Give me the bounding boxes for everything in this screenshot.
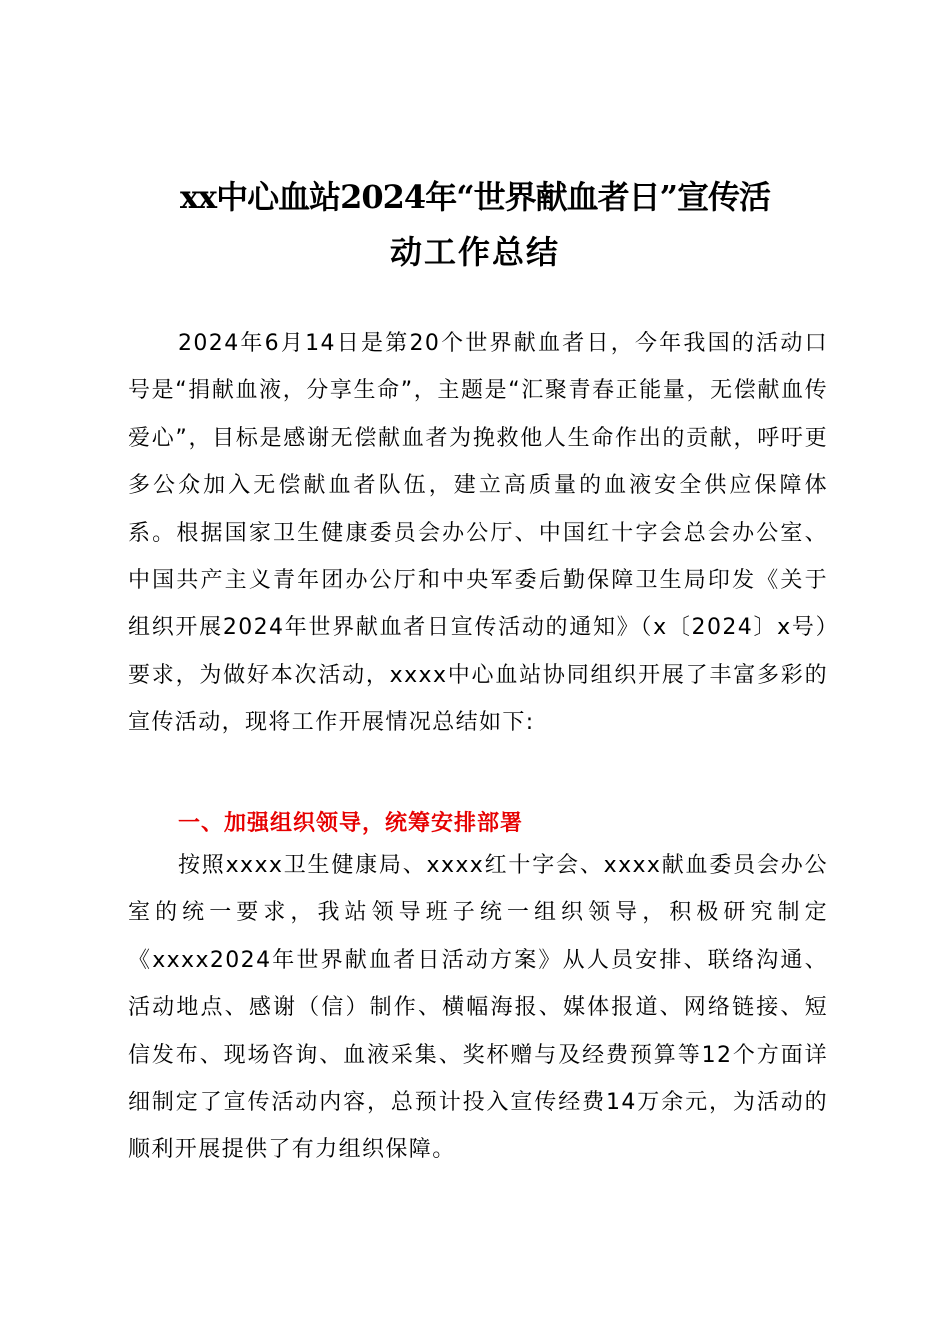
intro-paragraph: 2024年6月14日是第20个世界献血者日，今年我国的活动口号是“捐献血液，分享生命”，主题是“汇聚青春正能量，无偿献血传爱心”，目标是感谢无偿献血者为挽救他人生命作出的贡献，呼吁更多公众加入无偿献血者队伍，建立高质量的血液安全供应保障体系。根据国家卫生健康委员会办公厅、中国红十字会总会办公室、中国共产主义青年团办公厅和中央军委后勤保障卫生局印发《关于组织开展2024年世界献血者日宣传活动的通知》（x〔2024〕x号）要求，为做好本次活动，xxxx中心血站协同组织开展了丰富多彩的宣传活动，现将工作开展情况总结如下: — [128, 331, 828, 736]
section-1-heading: 一、加强组织领导，统筹安排部署 — [178, 811, 524, 836]
section-1-paragraph: 按照xxxx卫生健康局、xxxx红十字会、xxxx献血委员会办公室的统一要求，我站领导班子统一组织领导，积极研究制定《xxxx2024年世界献血者日活动方案》从人员安排、联络沟通、活动地点、感谢（信）制作、横幅海报、媒体报道、网络链接、短信发布、现场咨询、血液采集、奖杯赠与及经费预算等12个方面详细制定了宣传活动内容，总预计投入宣传经费14万余元，为活动的顺利开展提供了有力组织保障。 — [128, 853, 828, 1163]
document-title-line-2: 动工作总结 — [389, 233, 560, 271]
document-title-line-1: xx中心血站2024年“世界献血者日”宣传活 — [179, 178, 771, 216]
